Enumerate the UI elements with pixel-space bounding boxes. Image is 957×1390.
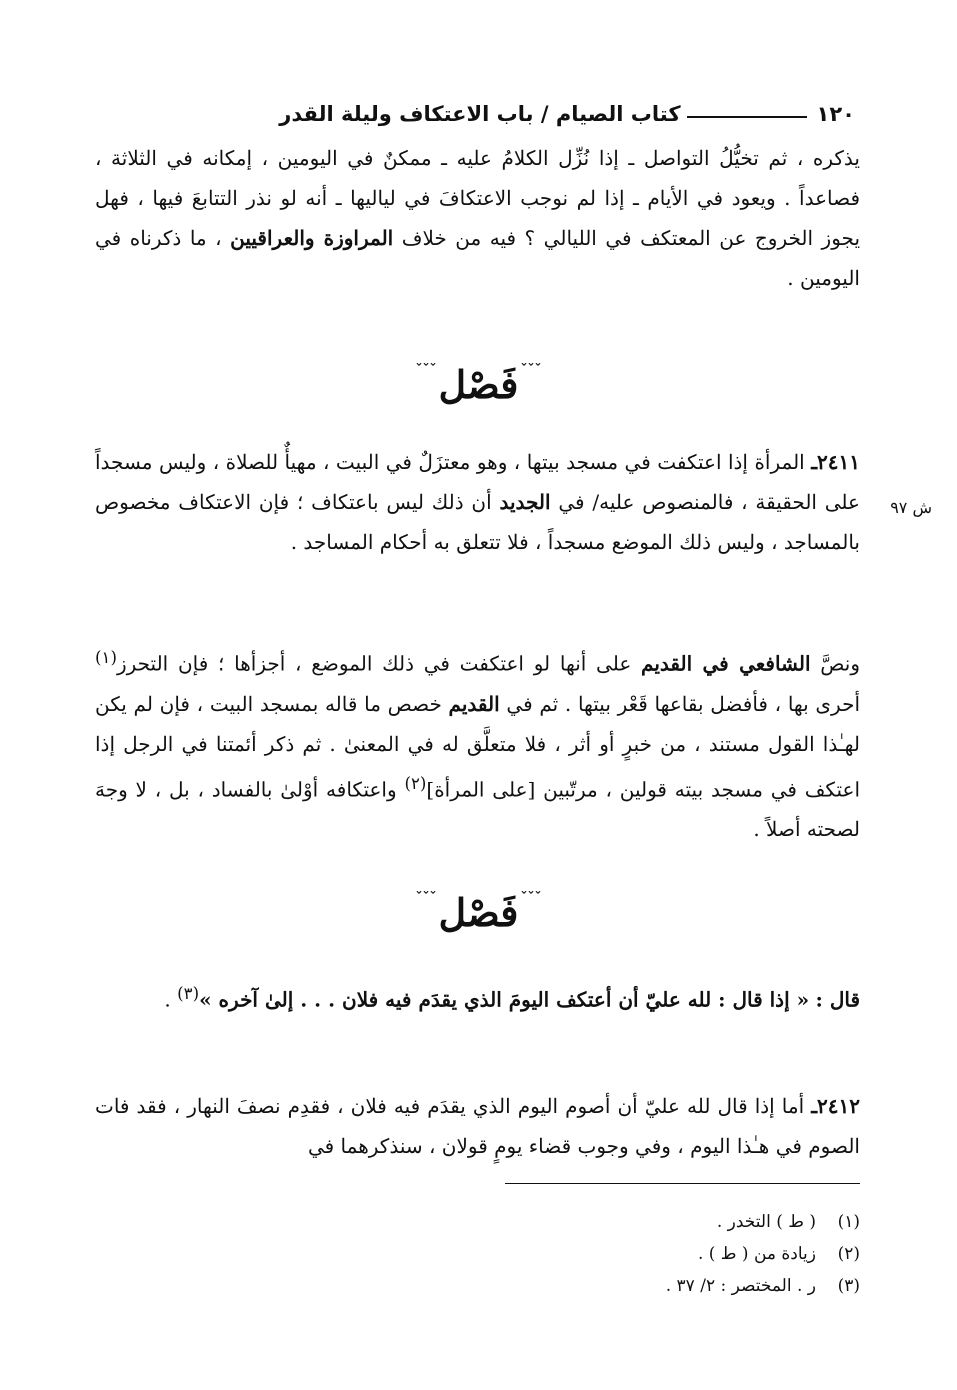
- ornament-icon: ˇˇˇ: [415, 362, 437, 378]
- paragraph-text: خصص ما قاله بمسجد البيت ، فإن لم يكن لهـٰذا القول مستند ، من خبرٍ أو أثر ، فلا متعلَّق له في المعنىٰ . ثم ذكر أئمتنا في الرجل إذا اعتكف في مسجد بيته قولين ، مرتّبين [على المرأة]: [95, 691, 860, 802]
- paragraph-text: أما إذا قال لله عليّ أن أصوم اليوم الذي يقدَم فيه فلان ، فقدِم نصفَ النهار ، فقد فات الصوم في هـٰذا اليوم ، وفي وجوب قضاء يومٍ قولان ، سنذكرهما في: [95, 1094, 860, 1158]
- quote-intro: قال :: [815, 987, 860, 1012]
- footnote-text: ر . المختصر : ٢/ ٣٧ .: [665, 1276, 816, 1296]
- footnote-ref[interactable]: (٢): [404, 773, 427, 793]
- footnote-number: (١): [837, 1212, 860, 1232]
- ornament-icon: ˇˇˇ: [520, 890, 542, 906]
- paragraph-text: يذكره ، ثم تخيُّلُ التواصل ـ إذا نُزِّل الكلامُ عليه ـ ممكنٌ في اليومين ، إمكانه في الثلاثة ، فصاعداً . ويعود في الأيام ـ إذا لم نوجب الاعتكافَ في لياليها ـ أنه لو نذر التتابعَ فيها ، فهل يجوز الخروج عن المعتكف في الليالي ؟ فيه من خلاف: [95, 146, 861, 250]
- paragraph-2411: [95, 442, 860, 562]
- footnote-item: [95, 1206, 860, 1238]
- footnote-number: (٣): [837, 1276, 860, 1296]
- footnote-number: (٢): [837, 1244, 860, 1264]
- paragraph-text: أن ذلك ليس باعتكاف ؛ فإن الاعتكاف مخصوص بالمساجد ، وليس ذلك الموضع مسجداً ، فلا تتعلق به أحكام المساجد .: [95, 490, 860, 554]
- footnote-text: زيادة من ( ط ) .: [697, 1244, 816, 1264]
- page-number: ١٢٠: [816, 102, 855, 126]
- paragraph-text: واعتكافه أوْلىٰ بالفساد ، بل ، لا وجهَ لصحته أصلاً .: [95, 777, 860, 842]
- header-rule: [687, 116, 807, 118]
- paragraph-text: أحرى بها ، فأفضل بقاعها قَعْر بيتها . ثم في: [506, 691, 861, 716]
- paragraph-text: .: [164, 987, 171, 1012]
- ornament-icon: ˇˇˇ: [415, 890, 437, 906]
- paragraph-text: المرأة إذا اعتكفت في مسجد بيتها ، وهو معتزَلٌ في البيت ، مهيأٌ للصلاة ، وليس مسجداً على الحقيقة ، فالمنصوص عليه/ في: [95, 450, 860, 514]
- bold-term: القديم: [448, 691, 500, 716]
- footnote-separator: [505, 1183, 860, 1184]
- ornament-icon: ˇˇˇ: [520, 362, 542, 378]
- paragraph-text: على أنها لو اعتكفت في ذلك الموضع ، أجزأها ؛ فإن التحرز: [116, 651, 632, 676]
- footnotes: [95, 1206, 860, 1302]
- bold-term: المراوزة والعراقيين: [230, 226, 394, 250]
- bold-term: الشافعي في القديم: [641, 651, 811, 676]
- footnote-item: [95, 1270, 860, 1302]
- paragraph-number: ٢٤١١ـ: [811, 450, 861, 474]
- margin-reference: ش ٩٧: [890, 498, 932, 517]
- header-title: كتاب الصيام / باب الاعتكاف وليلة القدر: [279, 102, 681, 126]
- section-heading-text: فَصْل: [438, 362, 519, 407]
- bold-quote: « إذا قال : لله عليّ أن أعتكف اليومَ الذي يقدَم فيه فلان . . . إلىٰ آخره »: [199, 987, 810, 1012]
- footnote-ref[interactable]: (٣): [177, 984, 200, 1003]
- bold-term: الجديد: [499, 490, 551, 514]
- paragraph-continuation: [95, 138, 860, 298]
- paragraph-text: ، ما ذكرناه في اليومين .: [95, 226, 860, 290]
- running-header: [95, 86, 855, 126]
- paragraph-quote: [95, 974, 860, 1020]
- footnote-item: [95, 1238, 860, 1270]
- paragraph-shafii: [95, 638, 860, 849]
- footnote-text: ( ط ) التخدر .: [716, 1212, 816, 1232]
- paragraph-2412: [95, 1086, 860, 1166]
- section-heading: [0, 362, 957, 407]
- footnote-ref[interactable]: (١): [95, 648, 117, 667]
- paragraph-number: ٢٤١٢ـ: [811, 1094, 861, 1118]
- section-heading-text: فَصْل: [438, 890, 519, 935]
- section-heading: [0, 890, 957, 935]
- paragraph-text: ونصَّ: [820, 651, 860, 676]
